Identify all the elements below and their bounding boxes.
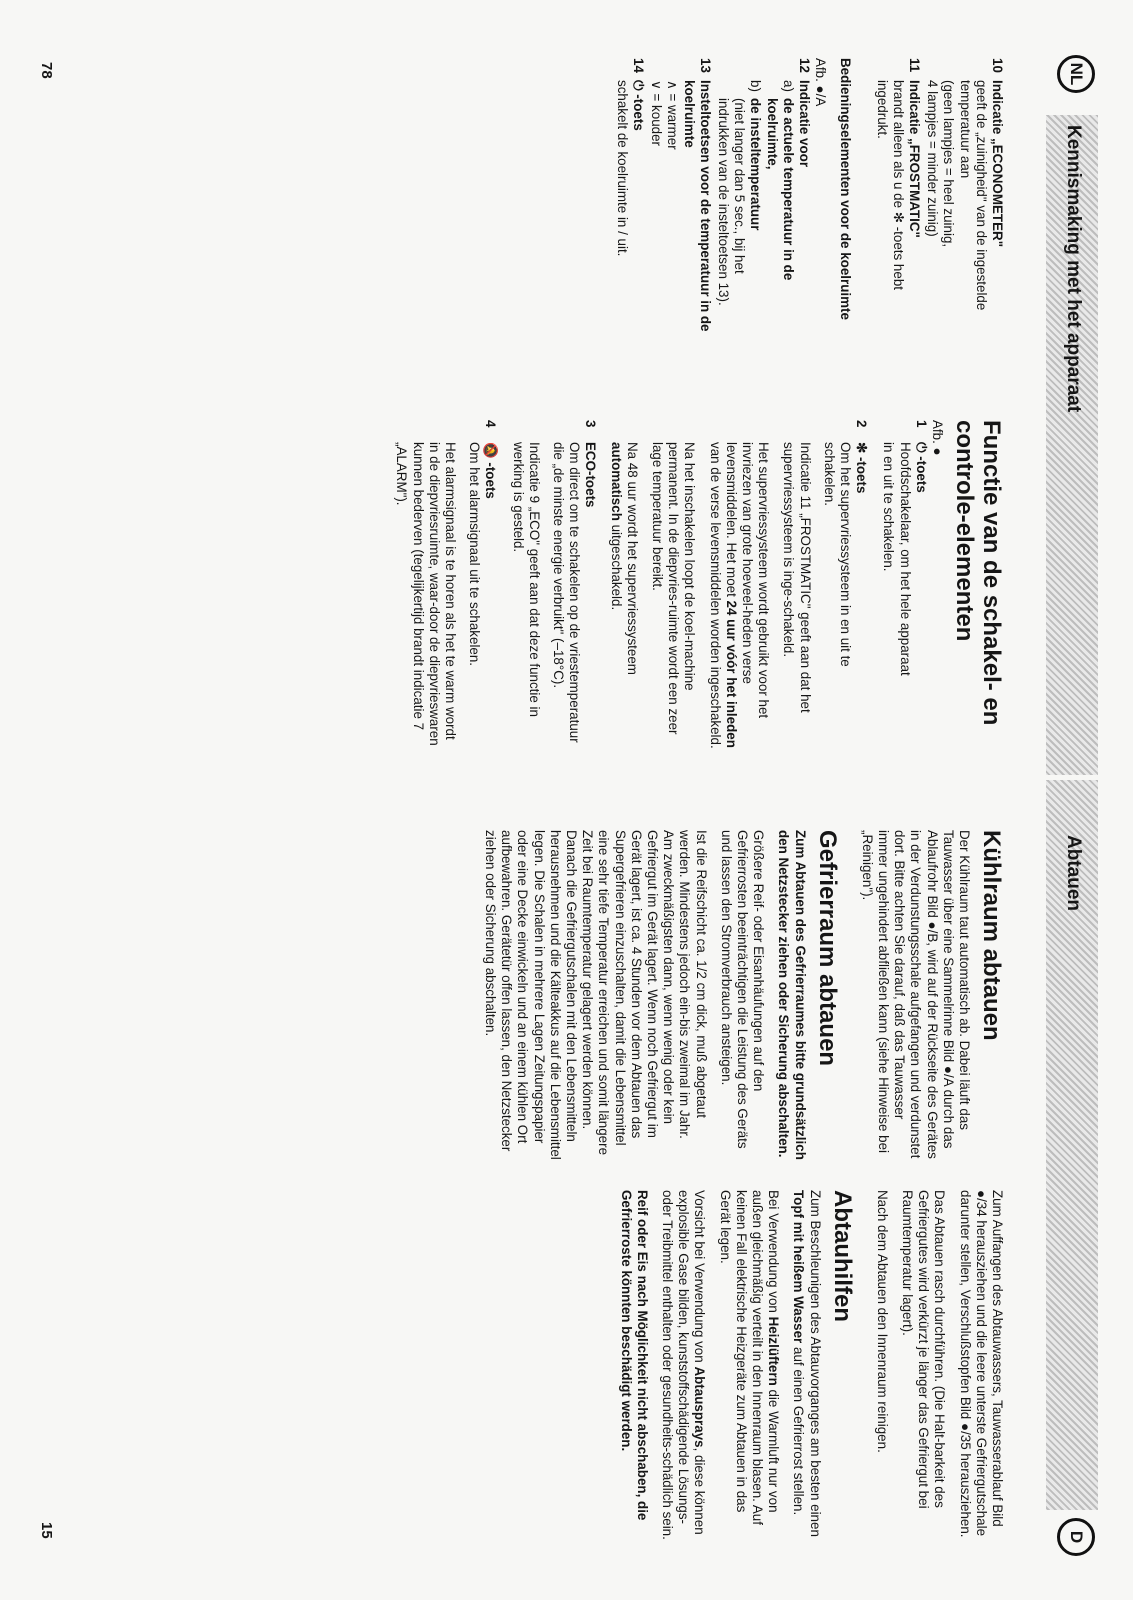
paragraph: Vorsicht bei Verwendung von Abtausprays, diese können explosible Gase bilden, kunststoffschädigende Lösungs- oder Treibmittel enthalten oder gesundheits-schädlich sein.	[659, 1190, 708, 1540]
paragraph: Nach dem Abtauen den Innenraum reinigen.	[874, 1190, 890, 1453]
nl-column-2	[382, 420, 1005, 750]
paragraph: Zum Auffangen des Abtauwassers, Tauwasserablauf Bild ●/34 herausziehen und die leere unterste Gefriergutschale darunter stellen, Verschlußstopfen Bild ●/35 herausziehen.	[957, 1190, 1005, 1538]
figure-ref: Afb. ●/A	[813, 58, 829, 107]
figure-ref: Afb. ●	[930, 420, 945, 456]
item-4: 4 🔕 -toets Om het alarmsignaal uit te schakelen. Het alarmsignaal is te horen als het te warm wordt in de diepvriesruimte, waar-door de diepvrieswaren kunnen bederven (tegelijkertijd brandt indicatie 7 „ALARM").	[394, 420, 499, 746]
paragraph: Das Abtauen rasch durchführen. (Die Halt-barkeit des Gefriergutes wird verkürzt je länger das Gefriergut bei Raumtemperatur lagert).	[899, 1190, 948, 1509]
item-14: 14 ⏻ -toets schakelt de koelruimte in / uit.	[614, 58, 646, 257]
page-number-left: 78	[38, 62, 55, 79]
paragraph: Zum Beschleunigen des Abtauvorganges am besten einen Topf mit heißem Wasser auf einen Gefrierrost stellen.	[791, 1190, 823, 1537]
item-11: 11 Indicatie „FROSTMATIC" brandt alleen als u de ✻ -toets hebt ingedrukt.	[874, 58, 922, 290]
d-language-badge: D	[1057, 1518, 1095, 1556]
nl-language-badge: NL	[1057, 55, 1095, 93]
warning-text: Zum Abtauen des Gefrierraumes bitte grundsätzlich den Netzstecker ziehen oder Sicherung abschalten.	[776, 830, 808, 1160]
item-12: 12 Indicatie voor a) de actuele temperatuur in de koelruimte, b) de insteltemperatuur (niet langer dan 5 sec., bij het indrukken van de insteltoetsen 13).	[715, 58, 812, 306]
paragraph: Reif oder Eis nach Möglichkeit nicht abschaben, die Gefrierroste könnten beschädigt werden.	[618, 1190, 650, 1521]
item-2: 2 ✻ -toets Om het supervriessysteem in en uit te schakelen.	[821, 420, 870, 667]
nl-column-1	[612, 58, 1005, 388]
paragraph: Na het inschakelen loopt de koel-machine permanent. In de diepvries-ruimte wordt een zeer lage temperatuur bereikt.	[649, 442, 698, 735]
functions-heading: Functie van de schakel- en controle-elementen	[951, 420, 1005, 726]
item-10-title: Indicatie „ECONOMETER"	[990, 80, 1005, 248]
paragraph: Indicatie 11 „FROSTMATIC" geeft aan dat het supervriessysteem is inge-schakeld.	[781, 442, 813, 713]
paragraph: Bei Verwendung von Heizlüftern die Warmluft nur von außen gleichmäßig verteilt in den Innenraum blasen. Auf keinen Fall elektrische Heizgeräte zum Abtauen in das Gerät legen.	[717, 1190, 782, 1525]
kuehlraum-heading: Kühlraum abtauen	[978, 830, 1005, 1041]
paragraph: Größere Reif- oder Eisanhäufungen auf den Gefrierrosten beeinträchtigen die Leistung des Geräts und lassen den Stromverbrauch ansteigen.	[718, 830, 767, 1149]
item-10: 10 Indicatie „ECONOMETER" geeft de „zuinigheid" van de ingestelde temperatuur aan (geen lampjes = heel zuinig, 4 lampjes = minder zuinig)	[925, 58, 1005, 311]
item-1: 1 ⏻ -toets Hoofdschakelaar, om het hele apparaat in en uit te schakelen.	[881, 420, 929, 676]
item-3: 3 ECO-toets Om direct om te schakelen op de vriestemperatuur die „de minste energie verbruikt" (–18°C). Indicatie 9 „ECO" geeft aan dat deze functie in werking is gesteld.	[510, 420, 599, 743]
de-column-3	[473, 830, 1005, 1160]
gefrierraum-heading: Gefrierraum abtauen	[813, 830, 841, 1067]
de-section-title: Abtauen	[1063, 835, 1084, 911]
page-number-right: 15	[38, 1522, 55, 1539]
controls-heading: Bedieningselementen voor de koelruimte	[838, 58, 854, 320]
item-13: 13 Insteltoetsen voor de temperatuur in de koelruimte ∧ = warmer ∨ = kouder	[649, 58, 713, 332]
de-column-4	[608, 1190, 1005, 1540]
paragraph: Der Kühlraum taut automatisch ab. Dabei läuft das Tauwasser über eine Sammelrinne Bild ●/A durch das Ablaufrohr Bild ●/B, wird auf der Rückseite des Gerätes in der Verdunstungsschale aufgefangen und verdunstet dort. Bitte achten Sie darauf, daß das Tauwasser immer ungehindert abfließen kann (siehe Hinweise bei „Reinigen").	[859, 830, 972, 1159]
item-11-title: Indicatie „FROSTMATIC"	[906, 80, 922, 238]
paragraph: Ist die Reifschicht ca. 1/2 cm dick, muß abgetaut werden. Mindestens jedoch ein-bis zweimal im Jahr. Am zweckmäßigsten dann, wenn wenig oder kein Gefriergut im Gerät lagert. Wenn noch Gefriergut im Gerät lagert, ist ca. 4 Stunden vor dem Abtauen das Supergefrieren einzuschalten, damit die Lebensmittel eine sehr tiefe Temperatur erreichen und somit längere Zeit bei Raumtemperatur gelagert werden können. Danach die Gefriergutschalen mit den Lebensmitteln herausnehmen und die Kälteakkus auf die Lebensmittel legen. Die Schalen in mehrere Lagen Zeitungspapier oder eine Decke einwickeln und an einem kühlen Ort aufbewahren. Gerätetür offen lassen, den Netzstecker ziehen oder Sicherung abschalten.	[482, 830, 709, 1160]
abtauhilfen-heading: Abtauhilfen	[828, 1190, 856, 1322]
paragraph: Het supervriessysteem wordt gebruikt voor het invriezen van grote hoeveel-heden verse levensmiddelen. Het moet 24 uur vóór het inleden van de verse levensmiddelen worden ingeschakeld.	[707, 442, 772, 749]
nl-section-title: Kennismaking met het apparaat	[1063, 125, 1084, 413]
paragraph: Na 48 uur wordt het supervriessysteem automatisch uitgeschakeld.	[608, 442, 640, 675]
